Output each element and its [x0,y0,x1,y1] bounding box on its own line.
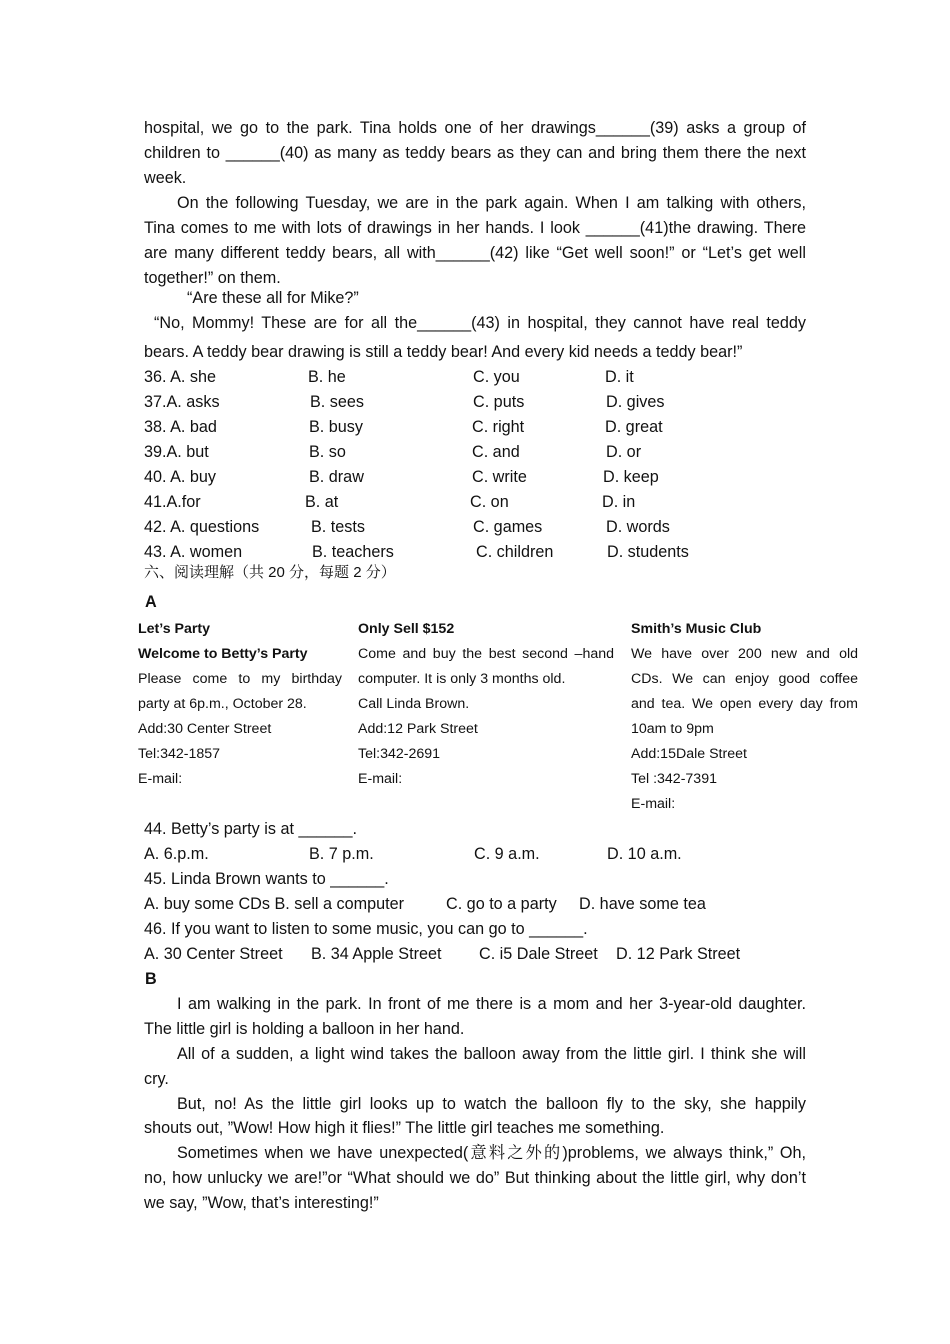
ad-line: 10am to 9pm [631,721,714,737]
passage-line: On the following Tuesday, we are in the park again. When I am talking with others, [177,194,806,212]
ad-computer-sale [358,617,614,792]
passage-line: children to ______(40) as many as teddy bears as they can and bring them there the next [144,144,806,162]
question-38-option-a: 38. A. bad [144,418,217,436]
ad-lets-party [138,617,342,792]
passage-line: together!” on them. [144,269,281,287]
question-45-option-c: C. go to a party [446,895,557,913]
question-43-option-d: D. students [607,543,689,561]
passage-b-line: no, how unlucky we are!”or “What should we do” But thinking about the little girl, why don’t [144,1169,806,1187]
question-38-option-c: C. right [472,418,525,436]
question-42-option-c: C. games [473,518,543,536]
question-40-option-d: D. keep [603,468,659,486]
question-43-option-a: 43. A. women [144,543,243,561]
ad-line: Call Linda Brown. [358,696,470,712]
passage-b-line: Sometimes when we have unexpected(意料之外的)problems, we always think,” Oh, [177,1144,806,1162]
ad-line: Please come to my birthday [138,671,342,687]
ad-line: party at 6p.m., October 28. [138,696,307,712]
question-42-option-d: D. words [606,518,670,536]
passage-line: “Are these all for Mike?” [187,289,359,307]
passage-b-line: All of a sudden, a light wind takes the balloon away from the little girl. I think she will [177,1045,806,1063]
question-39-option-d: D. or [606,443,642,461]
question-38-option-b: B. busy [309,418,363,436]
ad-title: Smith’s Music Club [631,621,762,637]
question-37-option-d: D. gives [606,393,665,411]
ad-line: E-mail: [358,771,403,787]
section-heading: 六、阅读理解（共 20 分，每题 2 分） [144,564,396,581]
question-43-option-c: C. children [476,543,554,561]
passage-b-line: shouts out, ”Wow! How high it flies!” The little girl teaches me something. [144,1119,665,1137]
passage-line: “No, Mommy! These are for all the______(43) in hospital, they cannot have real teddy [154,314,806,332]
question-40-option-b: B. draw [309,468,364,486]
passage-line: are many different teddy bears, all with______(42) like “Get well soon!” or “Let’s get well [144,244,806,262]
passage-b-line: But, no! As the little girl looks up to watch the balloon fly to the sky, she happily [177,1095,806,1113]
ad-line: Tel :342-7391 [631,771,717,787]
part-a-label: A [145,593,157,611]
question-46-option-a: A. 30 Center Street [144,945,283,963]
ad-line: Welcome to Betty’s Party [138,646,308,662]
ad-line: Tel:342-2691 [358,746,441,762]
passage-line: week. [144,169,187,187]
ad-line: computer. It is only 3 months old. [358,671,566,687]
ad-line: E-mail: [631,796,676,812]
question-36-option-c: C. you [473,368,520,386]
question-46-option-b: B. 34 Apple Street [311,945,442,963]
question-39-option-c: C. and [472,443,520,461]
ad-title: Let’s Party [138,621,211,637]
question-38-option-d: D. great [605,418,663,436]
question-40-option-c: C. write [472,468,527,486]
question-41-option-c: C. on [470,493,509,511]
question-45-option-d: D. have some tea [579,895,706,913]
passage-line: hospital, we go to the park. Tina holds one of her drawings______(39) asks a group of [144,119,806,137]
question-42-option-a: 42. A. questions [144,518,260,536]
ad-title: Only Sell $152 [358,621,455,637]
ad-line: We have over 200 new and old [631,646,858,662]
question-41-option-a: 41.A.for [144,493,201,511]
question-44-option-b: B. 7 p.m. [309,845,374,863]
ad-line: Tel:342-1857 [138,746,221,762]
question-41-option-d: D. in [602,493,636,511]
passage-b-line: The little girl is holding a balloon in her hand. [144,1020,465,1038]
passage-b-line: cry. [144,1070,169,1088]
passage-b-line: I am walking in the park. In front of me there is a mom and her 3-year-old daughter. [177,995,806,1013]
ad-line: E-mail: [138,771,183,787]
question-37-option-c: C. puts [473,393,525,411]
passage-b-line: we say, ”Wow, that’s interesting!” [144,1194,379,1212]
question-39-option-a: 39.A. but [144,443,209,461]
question-37-option-a: 37.A. asks [144,393,220,411]
question-36-option-d: D. it [605,368,634,386]
question-40-option-a: 40. A. buy [144,468,216,486]
ad-line: Come and buy the best second –hand [358,646,614,662]
question-44-option-d: D. 10 a.m. [607,845,682,863]
question-46-option-c: C. i5 Dale Street [479,945,598,963]
ad-line: CDs. We can enjoy good coffee [631,671,858,687]
question-36-option-a: 36. A. she [144,368,216,386]
question-41-option-b: B. at [305,493,339,511]
question-45: 45. Linda Brown wants to ______. [144,870,389,888]
question-43-option-b: B. teachers [312,543,394,561]
question-36-option-b: B. he [308,368,346,386]
ad-line: Add:30 Center Street [138,721,272,737]
question-44-option-c: C. 9 a.m. [474,845,540,863]
question-44-option-a: A. 6.p.m. [144,845,209,863]
part-b-label: B [145,970,157,988]
passage-line: Tina comes to me with lots of drawings in her hands. I look ______(41)the drawing. There [144,219,806,237]
ad-line: Add:12 Park Street [358,721,478,737]
question-39-option-b: B. so [309,443,346,461]
passage-line: bears. A teddy bear drawing is still a teddy bear! And every kid needs a teddy bear!” [144,343,743,361]
question-44: 44. Betty’s party is at ______. [144,820,357,838]
question-46: 46. If you want to listen to some music, you can go to ______. [144,920,588,938]
ad-line: Add:15Dale Street [631,746,747,762]
question-46-option-d: D. 12 Park Street [616,945,741,963]
question-45-options-ab: A. buy some CDs B. sell a computer [144,895,404,913]
ad-music-club [631,617,858,817]
question-42-option-b: B. tests [311,518,365,536]
question-37-option-b: B. sees [310,393,364,411]
ad-line: and tea. We open every day from [631,696,858,712]
